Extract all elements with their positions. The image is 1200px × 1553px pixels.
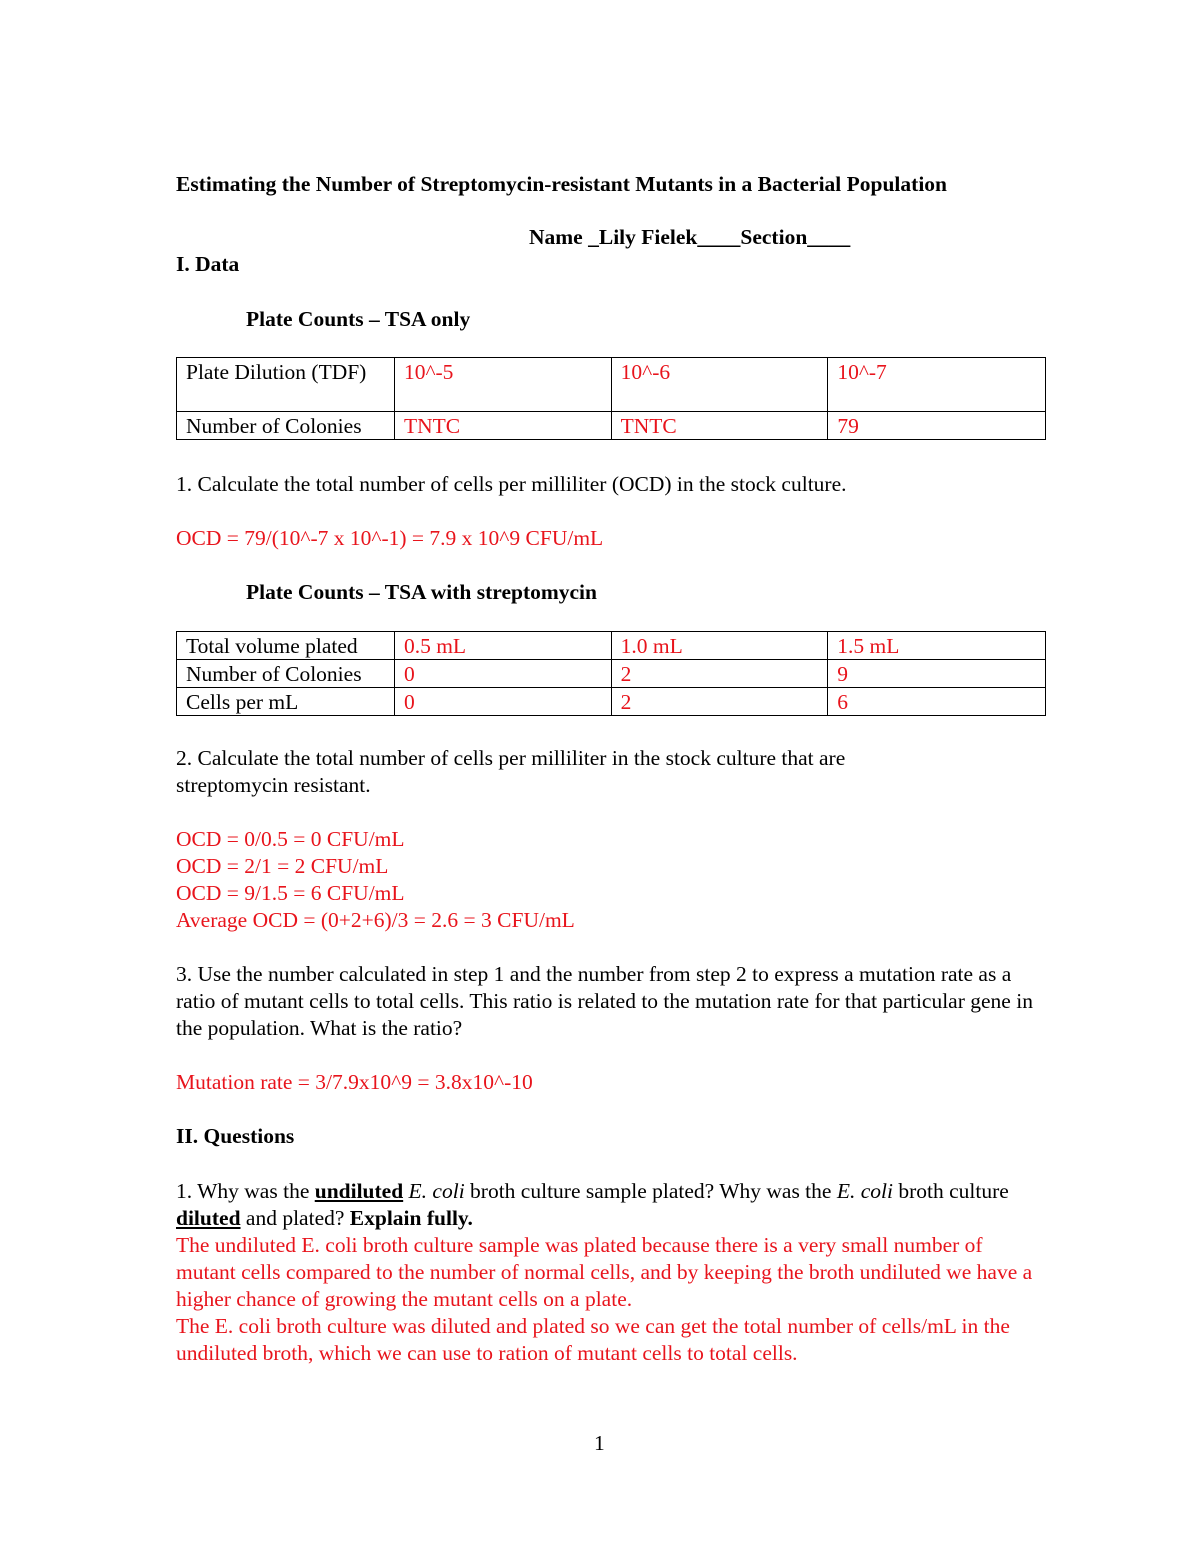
table-cell-label: Cells per mL [177,688,395,716]
table-cell: 2 [611,660,828,688]
question-4-text: 1. Why was the [176,1179,315,1203]
question-4-explain: Explain fully. [349,1206,473,1230]
section-heading-data: I. Data [176,252,240,276]
question-1: 1. Calculate the total number of cells per milliliter (OCD) in the stock culture. [176,472,847,496]
question-4-text: broth culture [892,1179,1009,1203]
table2-heading: Plate Counts – TSA with streptomycin [246,580,597,604]
answer-4-paragraph: The E. coli broth culture was diluted and plated so we can get the total number of cells/mL in the undiluted broth, which we can use to ration of mutant cells to total cells. [176,1314,1010,1365]
plate-counts-tsa-table [176,357,1046,440]
answer-2-line: OCD = 2/1 = 2 CFU/mL [176,854,389,878]
answer-2-line: OCD = 9/1.5 = 6 CFU/mL [176,881,405,905]
answer-4-paragraph: The undiluted E. coli broth culture sample was plated because there is a very small number of mutant cells compared to the number of normal cells, and by keeping the broth undiluted we have a higher chance of growing the mutant cells on a plate. [176,1233,1033,1311]
table-row [177,688,1046,716]
table-row [177,660,1046,688]
table-row [177,412,1046,440]
question-4-species: E. coli [408,1179,465,1203]
section-heading-questions: II. Questions [176,1124,295,1148]
table-cell: 9 [828,660,1046,688]
table-cell-label: Plate Dilution (TDF) [177,358,395,412]
question-4 [176,1178,1046,1232]
document-title: Estimating the Number of Streptomycin-resistant Mutants in a Bacterial Population [176,172,947,196]
table-cell: TNTC [394,412,611,440]
question-3: 3. Use the number calculated in step 1 and the number from step 2 to express a mutation rate as a ratio of mutant cells to total cells. This ratio is related to the mutation rate for that particular gene in the population. What is the ratio? [176,962,1033,1040]
table-cell: 0.5 mL [394,632,611,660]
question-4-species: E. coli [836,1179,893,1203]
table1-heading: Plate Counts – TSA only [246,307,471,331]
table-cell: 6 [828,688,1046,716]
table-cell-label: Number of Colonies [177,412,395,440]
question-4-undiluted: undiluted [314,1179,404,1203]
answer-1: OCD = 79/(10^-7 x 10^-1) = 7.9 x 10^9 CFU/mL [176,526,604,550]
answer-3: Mutation rate = 3/7.9x10^9 = 3.8x10^-10 [176,1070,533,1094]
question-4-text: and plated? [240,1206,350,1230]
question-2: 2. Calculate the total number of cells per milliliter in the stock culture that are streptomycin resistant. [176,746,846,797]
table-cell: 0 [394,660,611,688]
table-row [177,358,1046,412]
plate-counts-strep-table [176,631,1046,716]
question-4-text: broth culture sample plated? Why was the [464,1179,837,1203]
table-cell: 10^-7 [828,358,1046,412]
table-cell: 0 [394,688,611,716]
table-cell-label: Total volume plated [177,632,395,660]
table-cell: 2 [611,688,828,716]
table-cell-label: Number of Colonies [177,660,395,688]
table-row [177,632,1046,660]
name-section-line: Name _Lily Fielek____Section____ [529,225,851,249]
table-cell: 10^-5 [394,358,611,412]
table-cell: TNTC [611,412,828,440]
answer-2-line: OCD = 0/0.5 = 0 CFU/mL [176,827,405,851]
table-cell: 79 [828,412,1046,440]
table-cell: 1.0 mL [611,632,828,660]
page-number: 1 [594,1431,605,1455]
table-cell: 10^-6 [611,358,828,412]
answer-2-line: Average OCD = (0+2+6)/3 = 2.6 = 3 CFU/mL [176,908,575,932]
question-4-diluted: diluted [176,1206,241,1230]
table-cell: 1.5 mL [828,632,1046,660]
